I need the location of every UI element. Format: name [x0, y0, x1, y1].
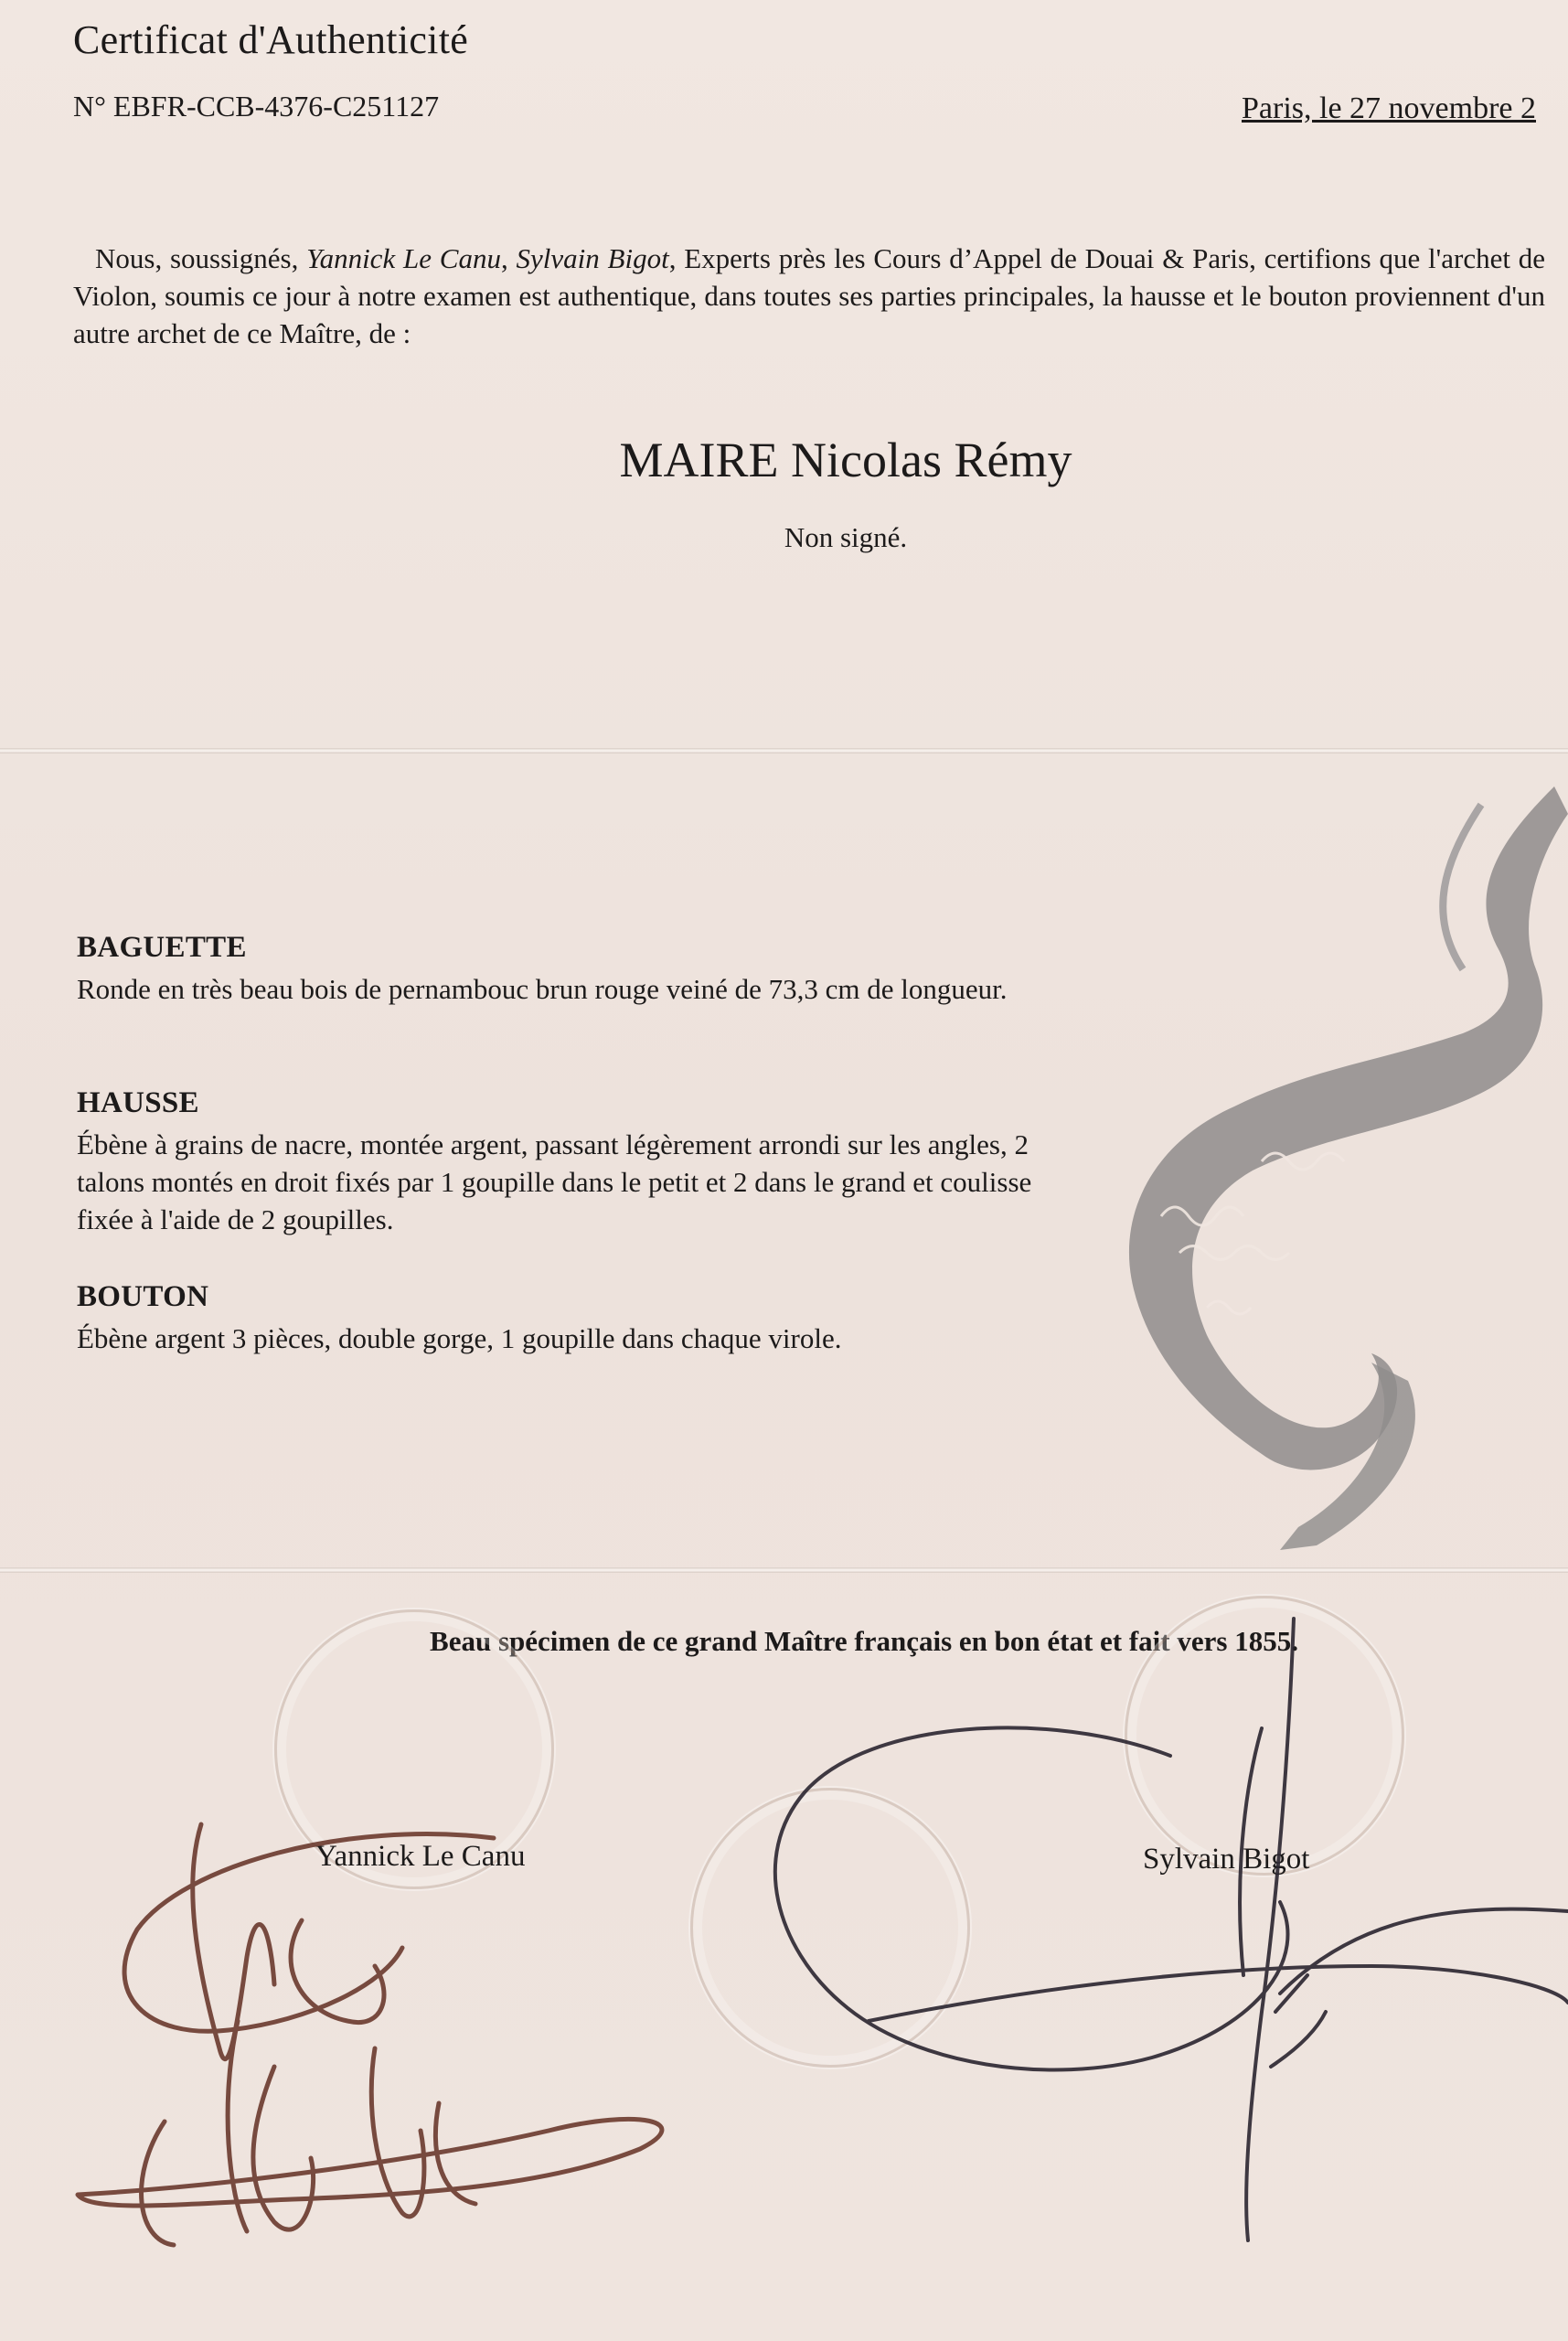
section-heading-bouton: BOUTON [77, 1280, 209, 1313]
expert-name-2: Sylvain Bigot [516, 242, 669, 274]
section-text-hausse: Ébène à grains de nacre, montée argent, passant légèrement arrondi sur les angles, 2 talons montés en droit fixés par 1 goupille dans le petit et 2 dans le grand et coulisse fixée à l'aide de 2 goupilles. [77, 1128, 1032, 1235]
signatory-right: Sylvain Bigot [1143, 1843, 1310, 1876]
intro-prefix: Nous, soussignés, [95, 242, 307, 274]
section-heading-baguette: BAGUETTE [77, 931, 247, 964]
certificate-title: Certificat d'Authenticité [73, 17, 469, 62]
maker-name: MAIRE Nicolas Rémy [619, 433, 1072, 487]
section-text-baguette: Ronde en très beau bois de pernambouc brun rouge veiné de 73,3 cm de longueur. [77, 973, 1008, 1005]
place-date: Paris, le 27 novembre 2 [1242, 91, 1536, 125]
conclusion-text: Beau spécimen de ce grand Maître français en bon état et fait vers 1855. [430, 1625, 1298, 1657]
expert-name-1: Yannick Le Canu [306, 242, 501, 274]
section-text-bouton: Ébène argent 3 pièces, double gorge, 1 goupille dans chaque virole. [77, 1322, 842, 1354]
signature-status: Non signé. [784, 521, 908, 553]
intro-sep: , [500, 242, 517, 274]
certificate-number: N° EBFR-CCB-4376-C251127 [73, 90, 440, 123]
section-heading-hausse: HAUSSE [77, 1086, 199, 1119]
intro-rest: , Experts près les Cours d’Appel de Douai & Paris, certifions que l'archet de Violon, soumis ce jour à notre examen est authentique, dans toutes ses parties principales, la hausse et le bouton proviennent d'un autre archet de ce Maître, de : [73, 242, 1546, 349]
signatory-left: Yannick Le Canu [315, 1840, 526, 1873]
